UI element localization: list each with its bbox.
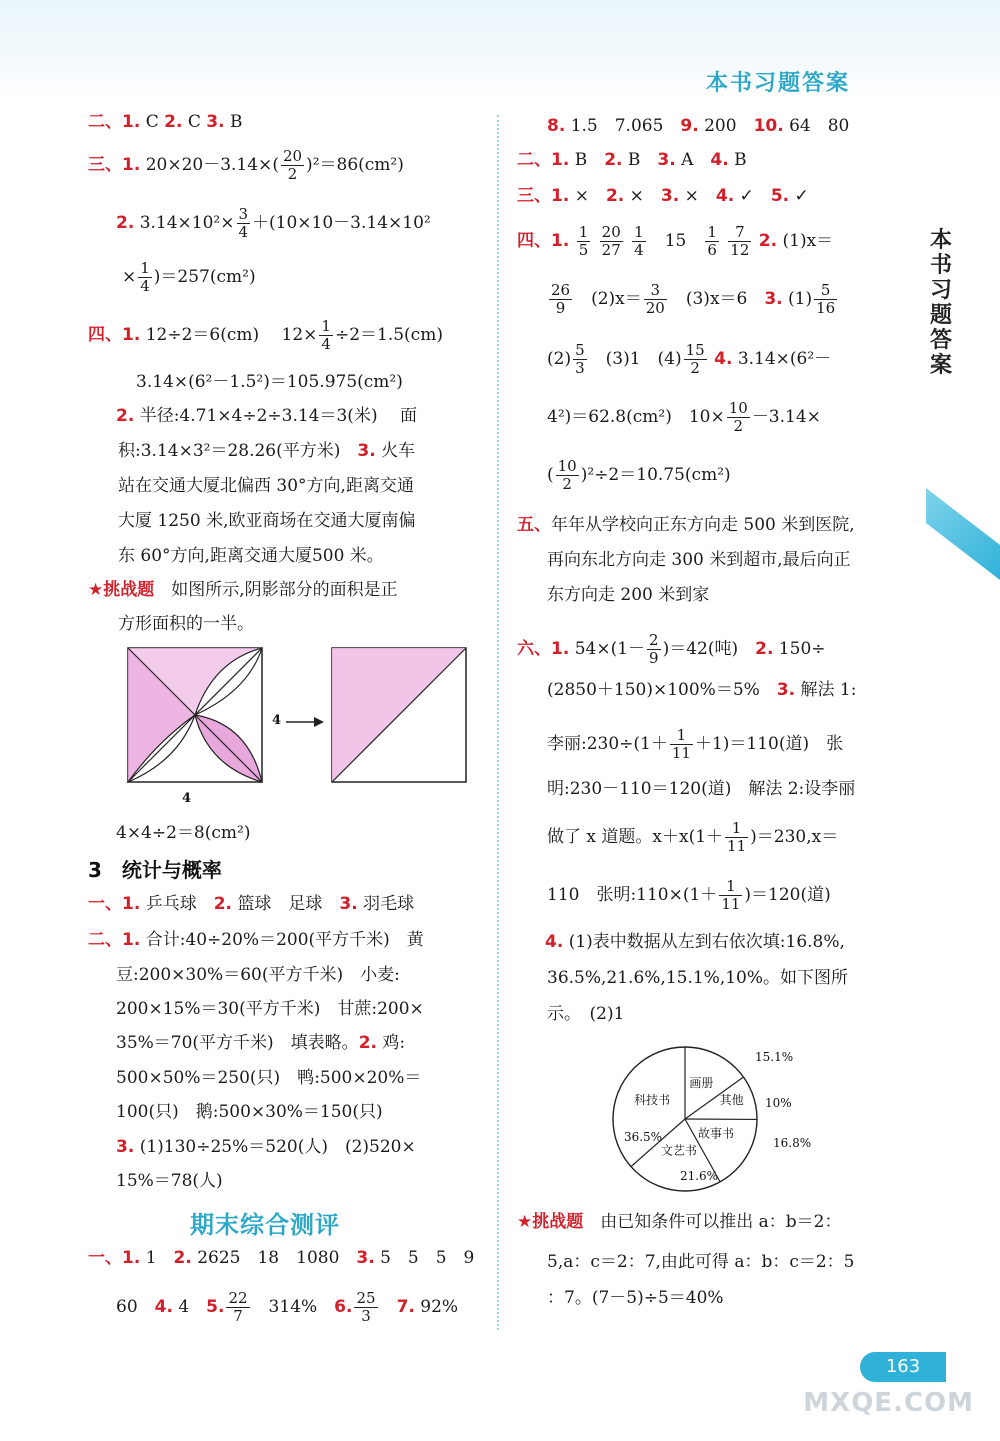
pie-outer-percent: 10% xyxy=(765,1096,792,1110)
answer-text: B xyxy=(224,112,243,132)
item-number: 2. xyxy=(173,1248,192,1268)
fraction: $\frac{22}{7}$ xyxy=(228,1289,248,1325)
fraction: $\frac{1}{11}$ xyxy=(727,819,747,855)
answer-line: 100(只) 鹅:500×30%＝150(只) xyxy=(116,1102,383,1122)
answer-text: )＝120(道) xyxy=(744,885,831,905)
answer-text: 2625 18 1080 xyxy=(191,1248,357,1268)
answer-line xyxy=(547,400,821,435)
answer-text: 羽毛球 xyxy=(357,894,415,914)
answer-line xyxy=(517,224,833,259)
answer-line xyxy=(88,206,431,241)
item-number: 3. xyxy=(764,289,783,309)
fraction: $\frac{20}{27}$ xyxy=(601,223,621,259)
answer-line xyxy=(116,1290,458,1325)
answer-text: 20×20－3.14× xyxy=(140,155,273,175)
answer-text: (2) xyxy=(547,349,572,369)
pie-slice-label: 科技书 xyxy=(634,1093,671,1108)
item-number: 5. xyxy=(206,1297,225,1317)
pie-inner-percent: 21.6% xyxy=(679,1169,719,1183)
item-number: 四、1. xyxy=(88,325,141,345)
answer-line: 东 60°方向,距离交通大厦500 米。 xyxy=(118,546,384,566)
answer-text: ✓ xyxy=(789,186,809,206)
answer-line xyxy=(517,515,855,535)
answer-line xyxy=(547,282,839,317)
answer-line: 15%＝78(人) xyxy=(116,1171,223,1191)
item-number: 2. xyxy=(164,112,183,132)
fraction: $\frac{2}{9}$ xyxy=(649,631,659,667)
answer-text: 5 5 5 9 xyxy=(374,1248,475,1268)
answer-line: 3.14×(6²－1.5²)＝105.975(cm²) xyxy=(136,372,403,392)
answer-line xyxy=(88,1248,474,1268)
item-number: 5. xyxy=(770,186,790,206)
answer-line: 5,a：c＝2：7,由此可得 a：b：c＝2：5 xyxy=(547,1252,855,1272)
page-header xyxy=(0,0,1000,100)
answer-text: 李丽:230÷(1＋ xyxy=(547,734,668,754)
answer-text: ²÷2＝10.75(cm²) xyxy=(587,465,731,485)
item-number: 五、 xyxy=(517,515,551,535)
answer-line xyxy=(122,260,256,295)
answer-text: 3.14×(6²－ xyxy=(732,349,832,369)
item-number: 8. xyxy=(547,116,566,136)
arrow-head xyxy=(314,717,324,727)
answer-line xyxy=(517,150,747,170)
answer-line: 豆:200×30%＝60(平方千米) 小麦: xyxy=(116,965,400,985)
answer-text: (2)x＝ xyxy=(574,289,642,309)
answer-line xyxy=(545,932,845,952)
answer-text: × xyxy=(624,186,661,206)
answer-text: C xyxy=(140,112,165,132)
answer-text: 解法 1: xyxy=(795,680,857,700)
answer-line: ：7。(7－5)÷5＝40% xyxy=(547,1288,724,1308)
answer-text: ✓ xyxy=(734,186,771,206)
answer-text: )＝230,x＝ xyxy=(750,827,839,847)
final-test-title: 期末综合测评 xyxy=(190,1211,340,1239)
item-number: 2. xyxy=(213,894,232,914)
item-number: 二、1. xyxy=(88,930,141,950)
answer-text: (3)1 (4) xyxy=(588,349,682,369)
item-number: 2. xyxy=(605,186,625,206)
answer-text: 3.14×10²× xyxy=(134,213,235,233)
pie-outer-percent: 16.8% xyxy=(773,1136,812,1150)
answer-line xyxy=(88,894,414,914)
answer-text: ＋1)＝110(道) 张 xyxy=(694,734,844,754)
fraction: $\frac{1}{11}$ xyxy=(721,877,741,913)
answer-text: 火车 xyxy=(375,441,416,461)
answer-text xyxy=(380,1297,397,1317)
fraction: $\frac{1}{4}$ xyxy=(634,223,644,259)
pie-slice-label: 故事书 xyxy=(697,1126,734,1141)
fraction: $\frac{1}{4}$ xyxy=(140,259,150,295)
answer-text: × xyxy=(679,186,716,206)
header-title: 本书习题答案 xyxy=(705,71,850,96)
pie-inner-percent: 36.5% xyxy=(623,1130,663,1144)
item-number: 3. xyxy=(356,1248,375,1268)
answer-line xyxy=(118,441,415,461)
answer-line xyxy=(88,112,242,132)
answer-line: 大厦 1250 米,欧亚商场在交通大厦南偏 xyxy=(118,511,416,531)
fraction: $\frac{7}{12}$ xyxy=(730,223,750,259)
fraction: $\frac{3}{4}$ xyxy=(238,205,249,241)
pie-slice-label: 画册 xyxy=(689,1075,714,1090)
answer-text: 60 xyxy=(116,1297,155,1317)
answer-line: 200×15%＝30(平方千米) 甘蔗:200× xyxy=(116,999,424,1019)
item-number: 10. xyxy=(753,116,784,136)
answer-line xyxy=(517,632,826,667)
item-number: 一、1. xyxy=(88,1248,141,1268)
item-number: 2. xyxy=(116,406,135,426)
answer-text: 54×(1－ xyxy=(569,639,646,659)
fraction: $\frac{5}{16}$ xyxy=(816,281,836,317)
answer-line xyxy=(517,1212,842,1232)
answer-text: A xyxy=(675,150,711,170)
bottom-length-label: 4 xyxy=(182,791,192,806)
item-number: 3. xyxy=(660,186,680,206)
pie-slice-label: 其他 xyxy=(719,1093,744,1108)
item-number: 7. xyxy=(396,1297,415,1317)
answer-text: －3.14× xyxy=(751,407,821,427)
item-number: 3. xyxy=(357,441,376,461)
answer-line: 36.5%,21.6%,15.1%,10%。如下图所 xyxy=(547,968,849,988)
item-number: 3. xyxy=(657,150,676,170)
answer-text: )＝42(吨) xyxy=(662,639,756,659)
item-number: 4. xyxy=(715,186,735,206)
answer-line: 方形面积的一半。 xyxy=(118,614,254,634)
answer-line: 明:230－110＝120(道) 解法 2:设李丽 xyxy=(547,779,856,799)
item-number: 4. xyxy=(545,932,564,952)
answer-text: (3)x＝6 xyxy=(668,289,765,309)
answer-text: 4²)＝62.8(cm²) 10× xyxy=(547,407,725,427)
answer-text: ²＝86(cm²) xyxy=(312,155,404,175)
answer-text: 由已知条件可以推出 a：b＝2： xyxy=(583,1212,842,1232)
answer-line xyxy=(116,1033,405,1053)
answer-line xyxy=(547,727,843,762)
item-number: 3. xyxy=(339,894,358,914)
pie-outer-percent: 15.1% xyxy=(755,1050,794,1064)
answer-text: 4 xyxy=(172,1297,207,1317)
answer-text: 做了 x 道题。x＋x(1＋ xyxy=(547,827,724,847)
answer-text: 12÷2＝6(cm) 12× xyxy=(140,325,318,345)
item-number: 六、1. xyxy=(517,639,570,659)
answer-text: 合计:40÷20%＝200(平方千米) 黄 xyxy=(140,930,424,950)
answer-text: 150÷ xyxy=(773,639,826,659)
answer-text: (1) xyxy=(782,289,813,309)
fraction: $\frac{1}{6}$ xyxy=(707,223,717,259)
answer-text: 年年从学校向正东方向走 500 米到医院, xyxy=(551,515,855,535)
answer-text: 如图所示,阴影部分的面积是正 xyxy=(154,580,398,600)
answer-text: 92% xyxy=(414,1297,459,1317)
answer-line: 东方向走 200 米到家 xyxy=(547,585,710,605)
side-length-label: 4 xyxy=(272,713,282,728)
challenge-label: ★挑战题 xyxy=(517,1212,584,1232)
item-number: 2. xyxy=(604,150,623,170)
answer-text: 篮球 足球 xyxy=(232,894,340,914)
fraction: $\frac{10}{2}$ xyxy=(728,399,748,435)
item-number: 一、1. xyxy=(88,894,141,914)
answer-text: )＝257(cm²) xyxy=(153,267,256,287)
item-number: 3. xyxy=(206,112,225,132)
answer-text: B xyxy=(569,150,605,170)
answer-line: 示。 (2)1 xyxy=(547,1004,625,1024)
answer-line: 500×50%＝250(只) 鸭:500×20%＝ xyxy=(116,1068,422,1088)
answer-line xyxy=(116,1137,416,1157)
item-number: 2. xyxy=(358,1033,377,1053)
item-number: 二、1. xyxy=(88,112,141,132)
answer-text: 乒乓球 xyxy=(140,894,214,914)
answer-text: 积:3.14×3²＝28.26(平方米) xyxy=(118,441,358,461)
fraction: $\frac{1}{11}$ xyxy=(671,726,691,762)
item-number: 2. xyxy=(758,231,778,251)
answer-text: C xyxy=(182,112,207,132)
fraction: $\frac{15}{2}$ xyxy=(685,341,705,377)
fraction: $\frac{1}{4}$ xyxy=(321,317,331,353)
answer-line: ( $\frac{10}{2}$ )²÷2＝10.75(cm²) xyxy=(547,457,731,493)
answer-text: × xyxy=(122,267,137,287)
side-tab xyxy=(926,488,1000,580)
answer-line xyxy=(547,680,856,700)
item-number: 三、1. xyxy=(88,155,141,175)
answer-line xyxy=(88,318,443,353)
answer-line xyxy=(88,580,398,600)
answer-line: 三、1. 20×20－3.14×( $\frac{20}{2}$ )²＝86(cm²) xyxy=(88,147,404,183)
challenge-label: ★挑战题 xyxy=(88,580,155,600)
answer-text: 35%＝70(平方千米) 填表略。 xyxy=(116,1033,359,1053)
watermark: MXQE.COM xyxy=(803,1388,974,1418)
item-number: 4. xyxy=(710,150,729,170)
answer-text: 15 xyxy=(647,231,704,251)
answer-text: 1 xyxy=(140,1248,174,1268)
answer-text: 314% xyxy=(251,1297,335,1317)
answer-line xyxy=(547,820,838,855)
page-number: 163 xyxy=(860,1352,946,1382)
answer-line xyxy=(547,342,831,377)
shaded-square-figure xyxy=(118,646,468,806)
fraction: $\frac{20}{2}$ xyxy=(282,147,303,183)
item-number: 二、1. xyxy=(517,150,570,170)
answer-line xyxy=(547,878,831,913)
answer-text: (1)x＝ xyxy=(777,231,834,251)
section-heading: 3 统计与概率 xyxy=(88,858,222,882)
item-number: 4. xyxy=(714,349,733,369)
item-number: 4. xyxy=(154,1297,173,1317)
fraction: $\frac{1}{5}$ xyxy=(578,223,589,259)
answer-line: 4×4÷2＝8(cm²) xyxy=(116,823,251,843)
item-number: 9. xyxy=(680,116,699,136)
item-number: 四、1. xyxy=(517,231,570,251)
item-number: 3. xyxy=(776,680,796,700)
answer-text: 64 80 xyxy=(783,116,850,136)
answer-text: 110 张明:110×(1＋ xyxy=(547,885,718,905)
answer-text: ÷2＝1.5(cm) xyxy=(334,325,443,345)
item-number: 2. xyxy=(755,639,774,659)
fraction: $\frac{5}{3}$ xyxy=(575,341,585,377)
answer-line xyxy=(547,116,849,136)
item-number: 6. xyxy=(334,1297,353,1317)
fraction: $\frac{10}{2}$ xyxy=(557,457,577,493)
answer-line xyxy=(88,930,424,950)
answer-text: 鸡: xyxy=(376,1033,406,1053)
answer-text: ＋(10×10－3.14×10² xyxy=(252,213,431,233)
answer-text: 1.5 7.065 xyxy=(565,116,681,136)
answer-line xyxy=(116,406,417,426)
fraction: $\frac{3}{20}$ xyxy=(645,281,665,317)
answer-text: B xyxy=(622,150,658,170)
answer-text: × xyxy=(569,186,606,206)
item-number: 3. xyxy=(116,1137,135,1157)
answer-text: (1)130÷25%＝520(人) (2)520× xyxy=(134,1137,416,1157)
answer-line: 再向东北方向走 300 米到超市,最后向正 xyxy=(547,550,851,570)
answer-line xyxy=(517,186,809,206)
answer-text: 半径:4.71×4÷2÷3.14＝3(米) 面 xyxy=(134,406,417,426)
answer-line: 站在交通大厦北偏西 30°方向,距离交通 xyxy=(118,476,414,496)
side-label: 本书习题答案 xyxy=(929,228,952,378)
answer-text: (2850＋150)×100%＝5% xyxy=(547,680,777,700)
fraction: $\frac{26}{9}$ xyxy=(551,281,571,317)
column-divider xyxy=(497,115,499,1330)
answer-text: (1)表中数据从左到右依次填:16.8%, xyxy=(563,932,845,952)
answer-text: B xyxy=(728,150,747,170)
answer-text: 200 xyxy=(698,116,754,136)
fraction: $\frac{25}{3}$ xyxy=(356,1289,376,1325)
pie-slice-label: 文艺书 xyxy=(660,1143,697,1158)
pie-chart xyxy=(607,1037,817,1197)
item-number: 三、1. xyxy=(517,186,570,206)
item-number: 2. xyxy=(116,213,135,233)
